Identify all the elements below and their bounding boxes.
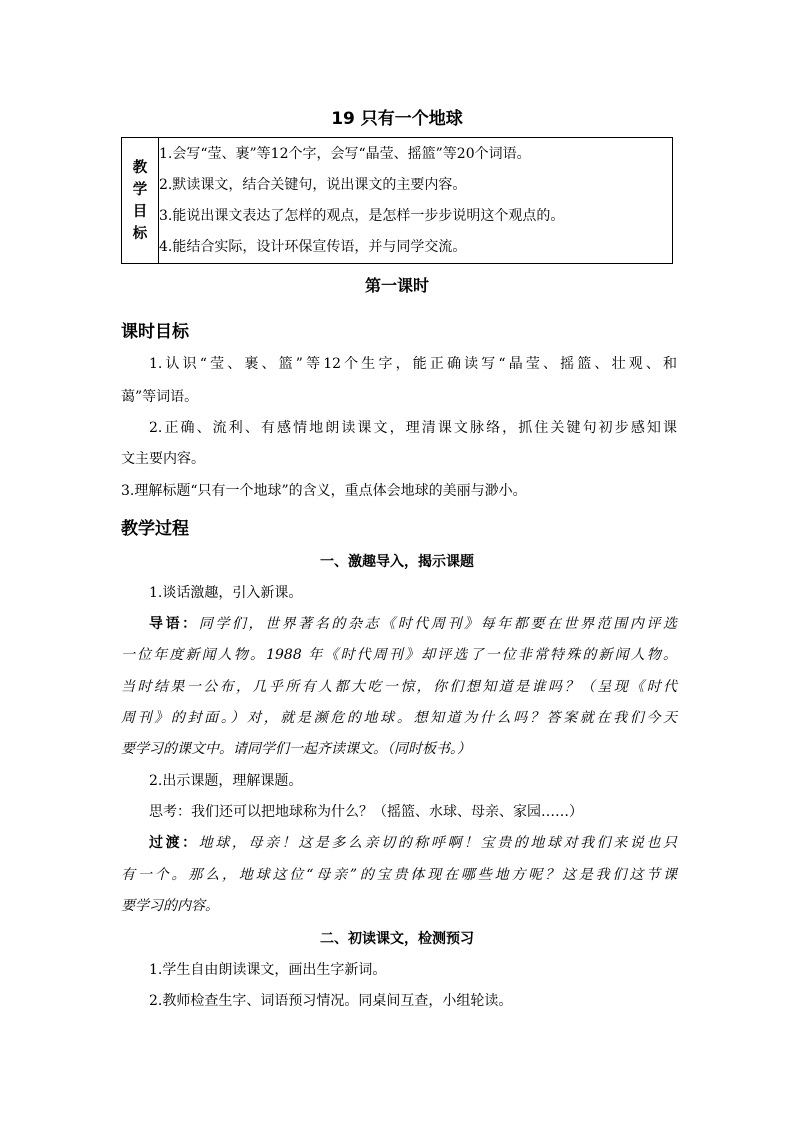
section2-title: 二、初读课文，检测预习 (320, 931, 474, 947)
goals-label-char: 教 (132, 159, 148, 176)
section2-step2: 2.教师检查生字、词语预习情况。同桌间互查，小组轮读。 (149, 993, 513, 1009)
transition-line (149, 832, 677, 852)
intro-line: 一位年度新闻人物。1988 年《时代周刊》却评选了一位非常特殊的新闻人物。 (121, 647, 677, 663)
transition-line: 有一个。那么，地球这位“母亲”的宝贵体现在哪些地方呢？这是我们这节课 (121, 867, 677, 883)
transition-label: 过渡： (149, 835, 199, 851)
goal-item: 2.默读课文，结合关键句，说出课文的主要内容。 (159, 176, 467, 193)
page-title: 19 只有一个地球 (331, 109, 463, 129)
intro-line: 周刊》的封面。）对，就是濒危的地球。想知道为什么吗？答案就在我们今天 (121, 710, 677, 726)
section1-step2: 2.出示课题，理解课题。 (149, 773, 303, 789)
intro-label: 导语： (149, 616, 199, 632)
goal-item: 3.能说出课文表达了怎样的观点，是怎样一步步说明这个观点的。 (159, 207, 565, 224)
objective-line: 1.认识“莹、裹、篮”等12个生字，能正确读写“晶莹、摇篮、壮观、和 (149, 356, 677, 372)
goals-label-char: 学 (132, 181, 148, 198)
objective-line: 蔼”等词语。 (121, 389, 199, 405)
goals-label-cell (122, 138, 159, 264)
intro-line: 要学习的课文中。请同学们一起齐读课文。（同时板书。） (121, 741, 471, 757)
lesson-title: 第一课时 (364, 276, 429, 295)
objectives-heading: 课时目标 (121, 322, 189, 342)
process-heading: 教学过程 (121, 519, 189, 539)
teaching-goals-table (121, 137, 673, 264)
section1-title: 一、激趣导入，揭示课题 (320, 554, 474, 570)
transition-text: 地球，母亲！这是多么亲切的称呼啊！宝贵的地球对我们来说也只 (198, 835, 678, 851)
goals-label-char: 标 (132, 225, 148, 242)
intro-line (149, 613, 677, 633)
objective-line: 文主要内容。 (121, 451, 205, 467)
intro-line: 当时结果一公布，几乎所有人都大吃一惊，你们想知道是谁吗？（呈现《时代 (121, 679, 677, 695)
goal-item: 1.会写“莹、裹”等12个字，会写“晶莹、摇篮”等20个词语。 (159, 145, 531, 162)
goals-label-char: 目 (132, 203, 148, 220)
section2-step1: 1.学生自由朗读课文，画出生字新词。 (149, 962, 387, 978)
goal-item: 4.能结合实际，设计环保宣传语，并与同学交流。 (159, 238, 467, 255)
intro-text: 同学们，世界著名的杂志《时代周刊》每年都要在世界范围内评选 (198, 616, 678, 632)
objective-line: 3.理解标题“只有一个地球”的含义，重点体会地球的美丽与渺小。 (121, 483, 527, 499)
section1-step1: 1.谈话激趣，引入新课。 (149, 585, 303, 601)
goals-items-cell (159, 138, 673, 264)
transition-line: 要学习的内容。 (121, 898, 219, 914)
objective-line: 2.正确、流利、有感情地朗读课文，理清课文脉络，抓住关键句初步感知课 (149, 420, 677, 436)
think-line: 思考：我们还可以把地球称为什么？（摇篮、水球、母亲、家园……） (149, 804, 583, 820)
